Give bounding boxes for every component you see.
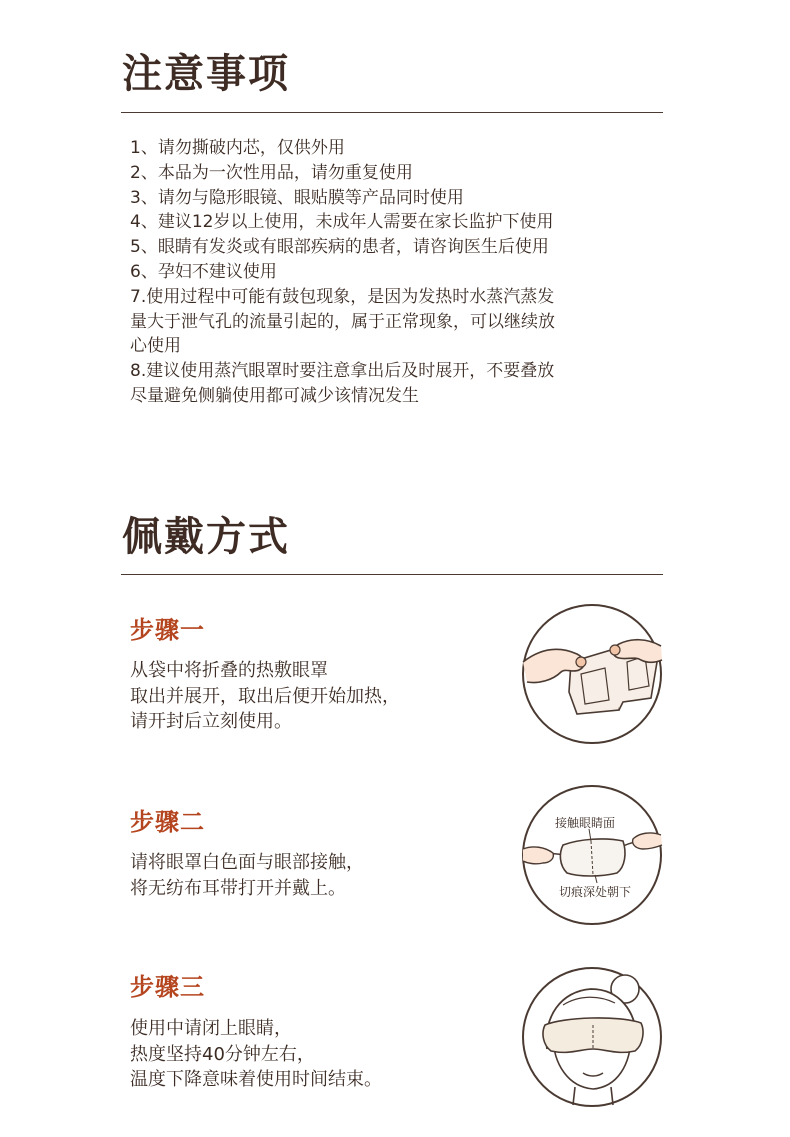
step-1-line: 取出并展开，取出后便开始加热， bbox=[130, 685, 400, 707]
step-2-text bbox=[130, 850, 510, 901]
step-2-line: 请将眼罩白色面与眼部接触， bbox=[130, 852, 364, 873]
notes-title: 注意事项 bbox=[122, 51, 290, 97]
notes-item: 6、孕妇不建议使用 bbox=[130, 261, 277, 282]
step-2-title: 步骤二 bbox=[130, 808, 205, 836]
notes-item: 3、请勿与隐形眼镜、眼贴膜等产品同时使用 bbox=[130, 187, 464, 208]
notes-item: 4、建议12岁以上使用，未成年人需要在家长监护下使用 bbox=[130, 212, 554, 233]
step-3-illustration bbox=[519, 965, 665, 1109]
notes-item: 1、请勿撕破内芯，仅供外用 bbox=[130, 138, 345, 158]
notes-item: 7.使用过程中可能有鼓包现象，是因为发热时水蒸汽蒸发量大于泄气孔的流量引起的，属于正常现象，可以继续放心使用 bbox=[130, 286, 555, 357]
notes-item: 8.建议使用蒸汽眼罩时要注意拿出后及时展开，不要叠放尽量避免侧躺使用都可减少该情况发生 bbox=[130, 361, 555, 406]
notes-divider bbox=[121, 112, 663, 113]
step-1-text bbox=[130, 658, 510, 735]
step-3-line: 温度下降意味着使用时间结束。 bbox=[130, 1069, 382, 1090]
step-1-title: 步骤一 bbox=[130, 616, 205, 644]
step-3-title: 步骤三 bbox=[130, 973, 205, 1001]
step-2-illustration bbox=[519, 783, 665, 927]
step-2-label-bottom: 切痕深处朝下 bbox=[559, 885, 632, 899]
step-3-line: 使用中请闭上眼睛， bbox=[130, 1018, 292, 1039]
notes-item: 5、眼睛有发炎或有眼部疾病的患者，请咨询医生后使用 bbox=[130, 237, 549, 258]
notes-list bbox=[130, 136, 570, 409]
wearing-title: 佩戴方式 bbox=[122, 514, 290, 560]
step-1-illustration bbox=[519, 602, 665, 746]
step-2-line: 将无纺布耳带打开并戴上。 bbox=[130, 877, 346, 899]
step-1-line: 请开封后立刻使用。 bbox=[130, 711, 292, 732]
step-3-text bbox=[130, 1016, 510, 1093]
wearing-divider bbox=[121, 574, 663, 575]
step-3-line: 热度坚持40分钟左右， bbox=[130, 1043, 315, 1065]
step-2-label-top: 接触眼睛面 bbox=[555, 816, 616, 830]
notes-item: 2、本品为一次性用品，请勿重复使用 bbox=[130, 162, 413, 183]
step-1-line: 从袋中将折叠的热敷眼罩 bbox=[130, 660, 328, 681]
